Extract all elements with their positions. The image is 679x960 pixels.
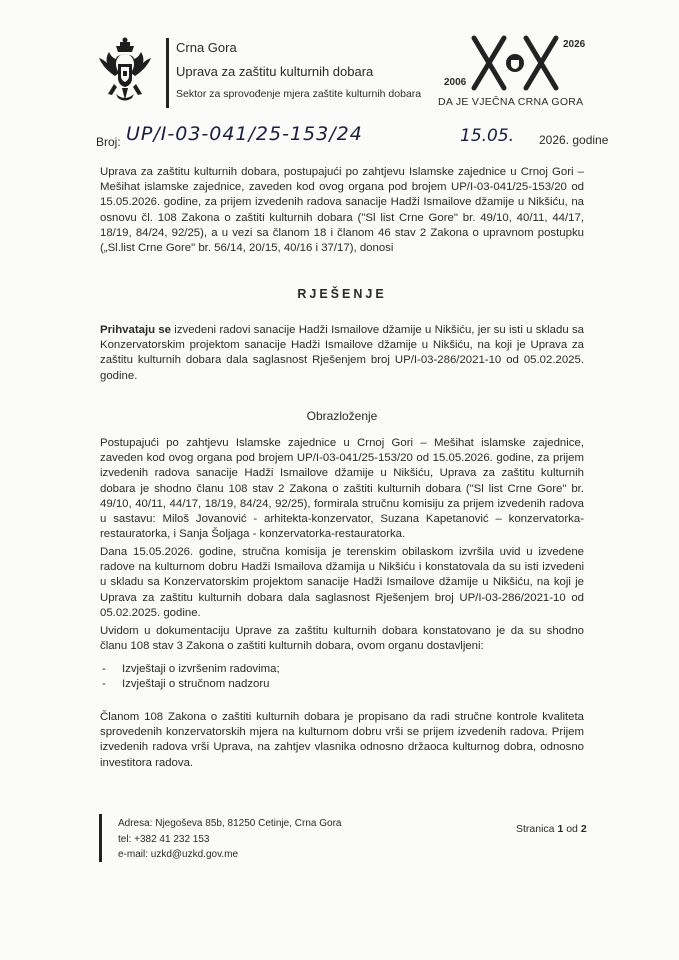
page-total: 2 <box>580 823 587 835</box>
reference-label: Broj: <box>96 135 121 149</box>
sector-name: Sektor za sprovođenje mjera zaštite kulturnih dobara <box>176 88 422 100</box>
page-separator: od <box>566 823 578 835</box>
intro-paragraph: Uprava za zaštitu kulturnih dobara, postupajući po zahtjevu Islamske zajednice u Crnoj Gori – Mešihat islamske zajednice, zaveden kod ovog organa pod brojem UP/I-03-041/25-153/20 od 15.05.2026. godine, za prijem izvedenih radova sanacije Hadži Ismailove džamije u Nikšiću, na osnovu čl. 108 Zakona o zaštiti kulturnih dobara ("Sl list Crne Gore" br. 49/10, 40/11, 44/17, 18/19, 84/24, 92/25), a u vezi sa članom 18 i članom 46 stav 2 Zakona o upravnom postupku („Sl.list Crne Gore" br. 56/14, 20/15, 40/16 i 37/17), donosi <box>100 166 584 255</box>
country-name: Crna Gora <box>176 40 237 55</box>
footer-address: Adresa: Njegoševa 85b, 81250 Cetinje, Crna Gora <box>118 818 342 829</box>
decision-title: RJEŠENJE <box>297 287 387 301</box>
footer-contact <box>118 816 341 863</box>
footer-divider <box>99 814 102 862</box>
decision-lead: Prihvataju se <box>100 324 172 336</box>
decision-text: izvedeni radovi sanacije Hadži Ismailove džamije u Nikšiću, jer su isti u skladu sa Konzervatorskim projektom sanacije Hadži Ismailove džamije u Nikšiću, na koji je Uprava za zaštitu kulturnih dobara dala saglasnost Rješenjem broj UP/I-03-286/2021-10 od 05.02.2025. godine. <box>100 324 584 382</box>
list-item: - Izvještaji o izvršenim radovima; <box>116 662 584 677</box>
page-current: 1 <box>557 823 564 835</box>
reasoning-paragraph-2: Dana 15.05.2026. godine, stručna komisija je terenskim obilaskom izvršila uvid u izvedene radove na kulturnom dobru Hadži Ismailova džamija u Nikšiću i konstatovala da su isti izvedeni u skladu sa Konzervatorskim projektom sanacije Hadži Ismailove džamije u Nikšiću, na koji je Uprava za zaštitu kulturnih dobara dala saglasnost Rješenjem broj UP/I-03-286/2021-10 od 05.02.2025. godine. <box>100 546 584 619</box>
reference-number-handwritten: UP/I-03-041/25-153/24 <box>126 123 363 145</box>
reasoning-paragraph-3: Uvidom u dokumentaciju Uprave za zaštitu kulturnih dobara konstatovano je da su shodno članu 108 stav 3 Zakona o zaštiti kulturnih dobara, ovom organu dostavljeni: <box>100 625 584 653</box>
jubilee-year-end: 2026 <box>563 39 586 50</box>
reasoning-paragraph-4: Članom 108 Zakona o zaštiti kulturnih dobara je propisano da radi stručne kontrole kvaliteta sprovedenih konzervatorskih mjera na kulturnom dobru vrši se prijem izvedenih radova. Prijem izvedenih radova vrši Uprava, na zahtjev vlasnika odnosno držaoca kulturnog dobra, odnosno investitora radova. <box>100 711 584 769</box>
header-divider <box>166 38 169 108</box>
page-number <box>516 823 587 835</box>
jubilee-year-start: 2006 <box>444 77 467 88</box>
jubilee-slogan: DA JE VJEČNA CRNA GORA <box>438 96 584 108</box>
date-handwritten: 15.05. <box>460 126 515 146</box>
coat-of-arms-logo <box>94 36 156 106</box>
date-suffix: 2026. godine <box>539 133 609 147</box>
reasoning-paragraph-1: Postupajući po zahtjevu Islamske zajednice u Crnoj Gori – Mešihat islamske zajednice, zaveden kod ovog organa pod brojem UP/I-03-041/25-153/20 od 15.05.2026. godine, za prijem izvedenih radova sanacije Hadži Ismailove džamije u Nikšiću, Uprava za zaštitu kulturnih dobara je shodno članu 108 stav 2 Zakona o zaštiti kulturnih dobara ("Sl list Crne Gore" br. 49/10, 40/11, 44/17, 18/19, 84/24, 92/25), formirala stručnu komisiju za prijem izvedenih radova u sastavu: Miloš Jovanović - arhitekta-konzervator, Suzana Kapetanović – konzervatorka-restauratorka, i Sanja Šoljaga - konzervatorka-restauratorka. <box>100 437 584 541</box>
footer-phone: tel: +382 41 232 153 <box>118 833 210 845</box>
decision-paragraph <box>100 323 584 384</box>
page-label: Stranica <box>516 823 555 835</box>
list-item: - Izvještaji o stručnom nadzoru <box>116 677 584 692</box>
footer-email: e-mail: uzkd@uzkd.gov.me <box>118 849 239 860</box>
institution-name: Uprava za zaštitu kulturnih dobara <box>176 64 374 79</box>
documents-list <box>100 662 584 692</box>
reasoning-title: Obrazloženje <box>306 409 378 423</box>
